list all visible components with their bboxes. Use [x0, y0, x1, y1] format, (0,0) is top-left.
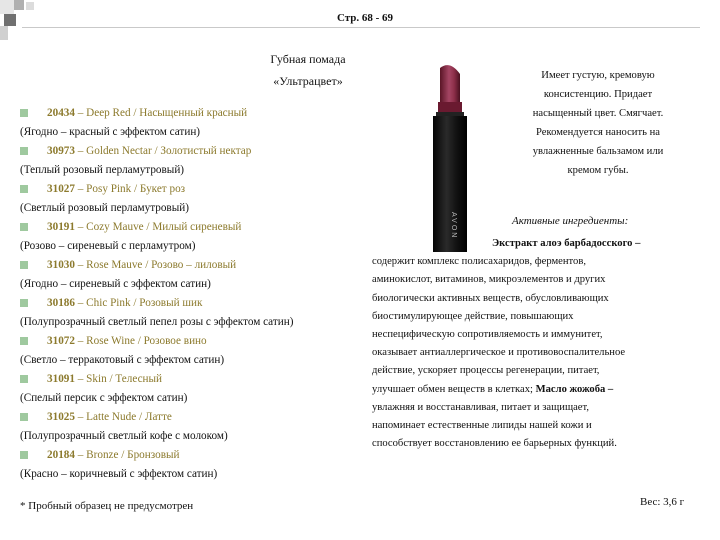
ingredients-title: Активные ингредиенты:: [512, 215, 629, 227]
shade-code-name: [47, 104, 247, 123]
shade-description: (Ягодно – красный с эффектом сатин): [20, 126, 201, 138]
bullet-icon: [20, 147, 28, 155]
shade-description: (Теплый розовый перламутровый): [20, 164, 185, 176]
shade-description: (Полупрозрачный светлый кофе с молоком): [20, 430, 228, 442]
shade-code-name: [47, 180, 185, 199]
page-number: Стр. 68 - 69: [336, 12, 394, 24]
shade-description: (Ягодно – сиреневый с эффектом сатин): [20, 278, 211, 290]
bullet-icon: [20, 261, 28, 269]
shade-code-name: [47, 408, 172, 427]
ingredients-line: оказывает антиаллергическое и противовоспалительное: [372, 347, 626, 359]
ingredients-text: [372, 235, 690, 453]
bullet-icon: [20, 185, 28, 193]
shade-item: [20, 294, 360, 313]
description-line: Рекомендуется наносить на: [536, 127, 660, 138]
product-title-line2: «Ультрацвет»: [273, 74, 343, 88]
shade-code-name: [47, 218, 241, 237]
shade-code: 30973: [47, 145, 75, 157]
jojoba-heading: Масло жожоба –: [535, 383, 614, 395]
bullet-icon: [20, 299, 28, 307]
ingredients-line: биостимулирующее действие, повышающих: [372, 310, 574, 322]
shade-code: 31091: [47, 373, 75, 385]
shade-code: 20184: [47, 449, 75, 461]
product-title-line1: Губная помада: [270, 52, 346, 66]
description-line: Имеет густую, кремовую: [541, 70, 655, 81]
shade-code: 20434: [47, 107, 75, 119]
description-line: кремом губы.: [567, 165, 629, 176]
shade-code-name: [47, 256, 236, 275]
lipstick-image: [400, 62, 500, 252]
shade-code-name: [47, 446, 180, 465]
description-line: консистенцию. Придает: [543, 89, 653, 100]
shade-description: (Светлый розовый перламутровый): [20, 202, 189, 214]
shade-code-name: [47, 294, 202, 313]
shade-code: 30186: [47, 297, 75, 309]
shade-description: (Полупрозрачный светлый пепел розы с эффектом сатин): [20, 316, 294, 328]
shade-name: – Cozy Mauve / Милый сиреневый: [74, 221, 242, 233]
shade-list: [20, 104, 360, 484]
shade-item: [20, 408, 360, 427]
product-weight: Вес: 3,6 г: [640, 496, 685, 508]
ingredients-line: аминокислот, витаминов, микроэлементов и других: [372, 274, 606, 286]
shade-item: [20, 256, 360, 275]
shade-description: (Красно – коричневый с эффектом сатин): [20, 468, 218, 480]
ingredients-line: неспецифическую сопротивляемость и иммунитет,: [372, 329, 603, 341]
jojoba-prefix: улучшает обмен веществ в клетках;: [372, 383, 533, 395]
shade-item: [20, 218, 360, 237]
shade-item: [20, 370, 360, 389]
bullet-icon: [20, 109, 28, 117]
ingredients-line: напоминает естественные липиды нашей кожи и: [372, 420, 592, 432]
shade-description: (Розово – сиреневый с перламутром): [20, 240, 196, 252]
ingredients-line: содержит комплекс полисахаридов, ферментов,: [372, 256, 586, 268]
shade-code: 31027: [47, 183, 75, 195]
footnote: * Пробный образец не предусмотрен: [20, 500, 194, 512]
description-line: насыщенный цвет. Смягчает.: [532, 108, 664, 119]
shade-description: (Светло – терракотовый с эффектом сатин): [20, 354, 225, 366]
bullet-icon: [20, 337, 28, 345]
header-divider: [22, 27, 700, 28]
shade-item: [20, 332, 360, 351]
ingredients-line: действие, ускоряет процессы регенерации, питает,: [372, 365, 600, 377]
aloe-heading: Экстракт алоэ барбадосского –: [492, 238, 641, 249]
shade-name: – Bronze / Бронзовый: [74, 449, 180, 461]
shade-name: – Chic Pink / Розовый шик: [74, 297, 203, 309]
ingredients-line: увлажняя и восстанавливая, питает и защищает,: [372, 401, 589, 413]
shade-item: [20, 142, 360, 161]
shade-name: – Skin / Телесный: [74, 373, 163, 385]
shade-name: – Rose Mauve / Розово – лиловый: [74, 259, 237, 271]
bullet-icon: [20, 451, 28, 459]
shade-code-name: [47, 332, 207, 351]
shade-code: 31072: [47, 335, 75, 347]
shade-name: – Golden Nectar / Золотистый нектар: [74, 145, 252, 157]
shade-code-name: [47, 370, 162, 389]
bullet-icon: [20, 223, 28, 231]
shade-item: [20, 104, 360, 123]
shade-code-name: [47, 142, 251, 161]
product-title: [238, 48, 378, 92]
ingredients-line: способствует восстановлению ее барьерных функций.: [372, 438, 617, 450]
shade-item: [20, 446, 360, 465]
shade-description: (Спелый персик с эффектом сатин): [20, 392, 188, 404]
shade-name: – Deep Red / Насыщенный красный: [74, 107, 248, 119]
ingredients-line: биологически активных веществ, обусловливающих: [372, 292, 609, 304]
product-description: [506, 66, 690, 180]
page-header: [0, 0, 720, 30]
shade-name: – Rose Wine / Розовое вино: [74, 335, 207, 347]
bullet-icon: [20, 413, 28, 421]
shade-code: 31025: [47, 411, 75, 423]
description-line: увлажненные бальзамом или: [532, 146, 664, 157]
shade-name: – Posy Pink / Букет роз: [74, 183, 186, 195]
svg-text:AVON: AVON: [450, 212, 457, 240]
shade-name: – Latte Nude / Латте: [74, 411, 172, 423]
shade-item: [20, 180, 360, 199]
bullet-icon: [20, 375, 28, 383]
shade-code: 30191: [47, 221, 75, 233]
shade-code: 31030: [47, 259, 75, 271]
